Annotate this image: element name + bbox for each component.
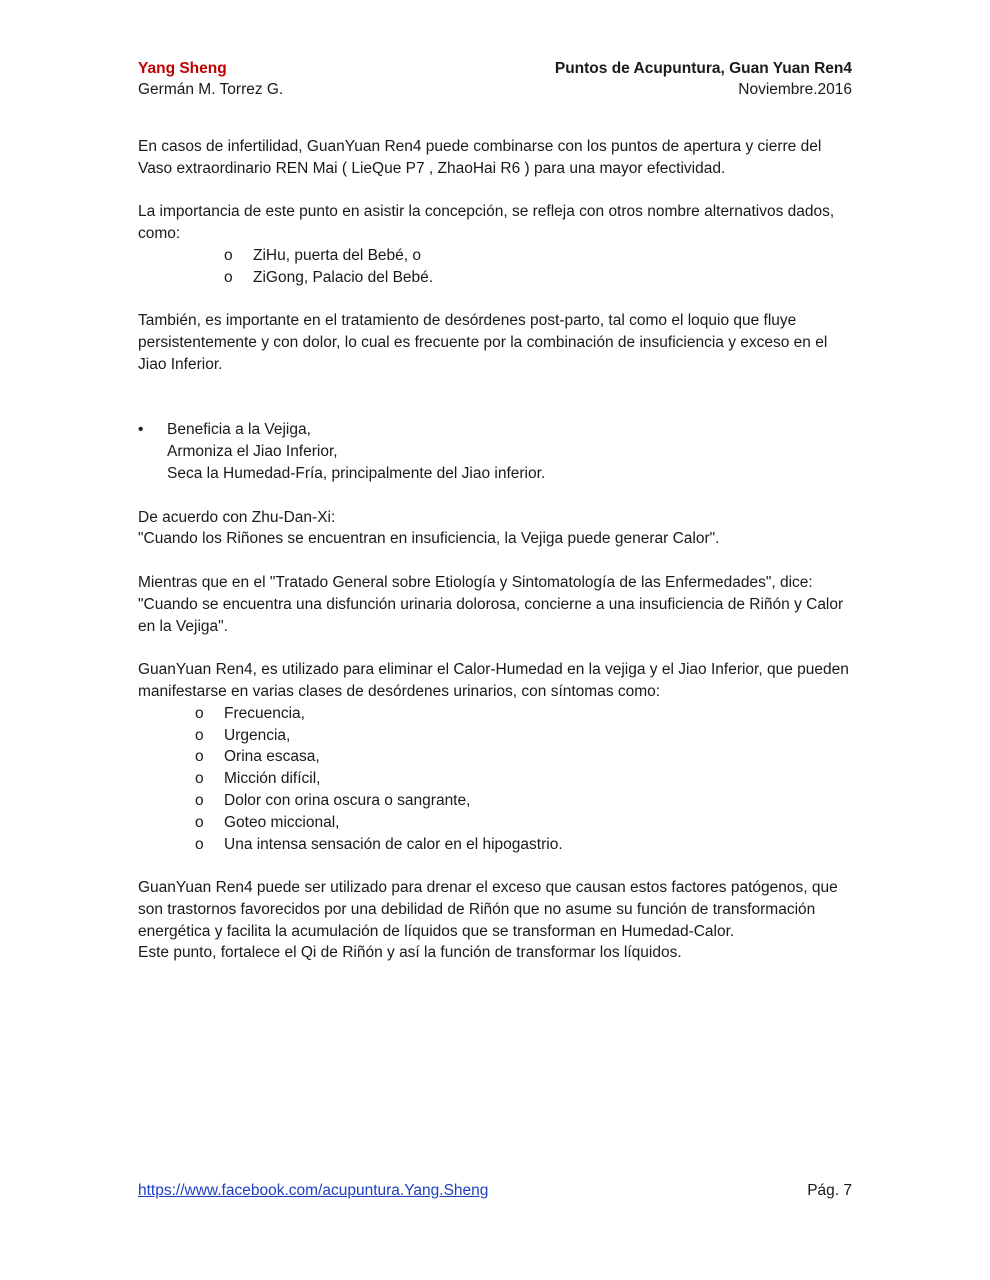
paragraph-conception: La importancia de este punto en asistir la concepción, se refleja con otros nombre alternativos dados, como: [138,203,835,243]
circle-bullet-icon: o [195,791,204,809]
list-item: o ZiHu, puerta del Bebé, o [138,245,852,267]
paragraph-treatise: Mientras que en el "Tratado General sobre Etiología y Sintomatología de las Enfermedades", dice: "Cuando se encuentra una disfunción urinaria dolorosa, concierne a una insuficiencia de Riñón y Calor en la Vejiga". [138,573,844,635]
list-item: o Goteo miccional, [138,812,852,834]
header-doc-title: Puntos de Acupuntura, Guan Yuan Ren4 [554,60,852,77]
circle-bullet-icon: o [195,813,204,831]
facebook-link[interactable]: https://www.facebook.com/acupuntura.Yang.Sheng [138,1182,489,1199]
list-item: o ZiGong, Palacio del Bebé. [138,267,852,289]
circle-bullet-icon: o [195,726,204,744]
circle-bullet-icon: o [195,835,204,853]
list-item: o Orina escasa, [138,746,852,768]
page-number: Pág. 7 [807,1182,852,1199]
paragraph-strengthen-qi: Este punto, fortalece el Qi de Riñón y así la función de transformar los líquidos. [138,944,682,962]
circle-bullet-icon: o [224,268,233,286]
circle-bullet-icon: o [195,748,204,766]
header-left [138,58,283,100]
list-item: o Urgencia, [138,725,852,747]
header-date: Noviembre.2016 [738,81,852,98]
paragraph-zhu-dan-xi-intro: De acuerdo con Zhu-Dan-Xi: [138,508,336,526]
circle-bullet-icon: o [224,246,233,264]
bullet-line: Seca la Humedad-Fría, principalmente del Jiao inferior. [167,464,546,482]
paragraph-drain-excess: GuanYuan Ren4 puede ser utilizado para drenar el exceso que causan estos factores patógenos, que son trastornos favorecidos por una debilidad de Riñón que no asume su función de transformación energética y facilita la acumulación de líquidos que se transforman en Humedad-Calor. [138,879,838,940]
main-content [138,136,852,964]
paragraph-infertility: En casos de infertilidad, GuanYuan Ren4 puede combinarse con los puntos de apertura y cierre del Vaso extraordinario REN Mai ( LieQue P7 , ZhaoHai R6 ) para una mayor efectividad. [138,138,822,177]
list-item: o Micción difícil, [138,768,852,790]
list-item: o Frecuencia, [138,703,852,725]
bullet-dot-icon: • [138,421,144,439]
circle-bullet-icon: o [195,770,204,788]
bladder-functions-bullet [138,419,852,484]
header-right [555,58,852,100]
header-brand: Yang Sheng [138,60,227,77]
document-page [138,0,852,1280]
list-item: o Una intensa sensación de calor en el hipogastrio. [138,834,852,856]
circle-bullet-icon: o [195,704,204,722]
paragraph-postpartum: También, es importante en el tratamiento de desórdenes post-parto, tal como el loquio que fluye persistentemente y con dolor, lo cual es frecuente por la combinación de insuficiencia y exceso en el Jiao Inferior. [138,312,828,373]
bullet-line: Armoniza el Jiao Inferior, [167,443,338,461]
header-author: Germán M. Torrez G. [138,81,284,98]
symptoms-list [138,703,852,856]
paragraph-heat-dampness: GuanYuan Ren4, es utilizado para eliminar el Calor-Humedad en la vejiga y el Jiao Inferior, que pueden manifestarse en varias clases de desórdenes urinarios, con síntomas como: [138,661,849,700]
page-footer [138,1180,852,1201]
bullet-line: Beneficia a la Vejiga, [167,421,311,439]
paragraph-zhu-dan-xi-quote: "Cuando los Riñones se encuentran en insuficiencia, la Vejiga puede generar Calor". [138,530,720,548]
alt-names-list [138,245,852,289]
list-item: o Dolor con orina oscura o sangrante, [138,790,852,812]
